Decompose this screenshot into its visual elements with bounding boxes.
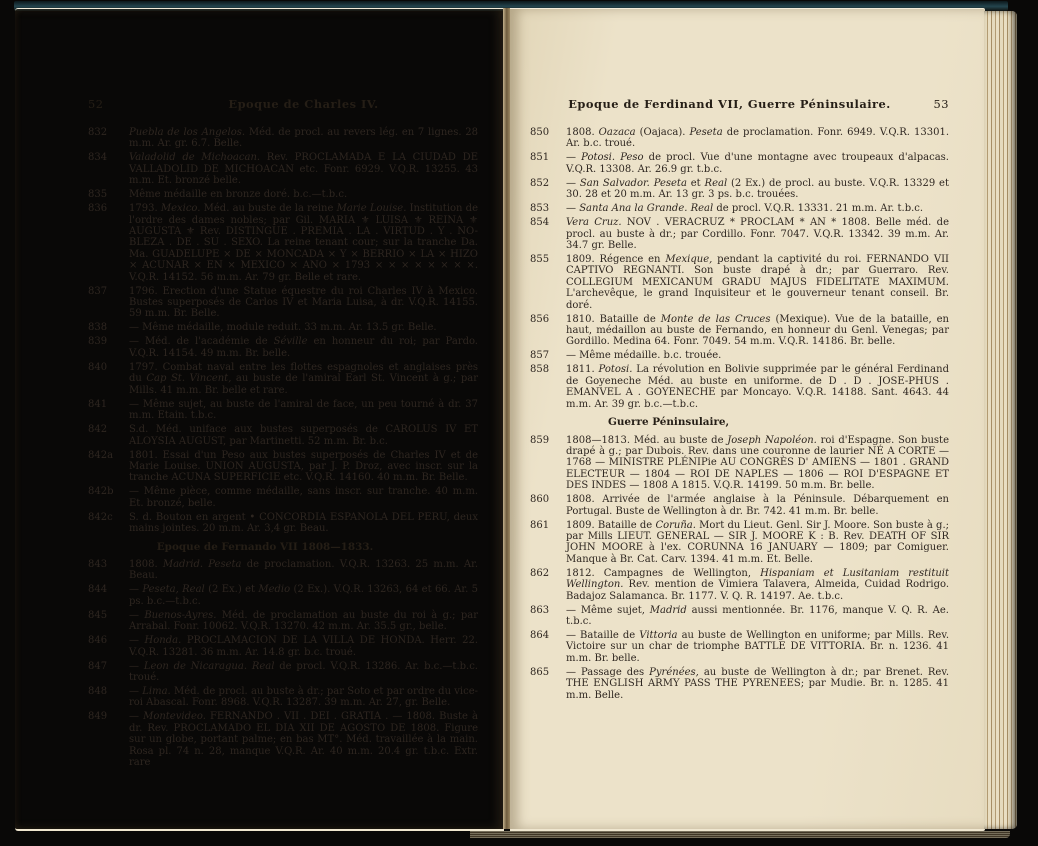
entry-text: 1797. Combat naval entre les flottes espagnoles et anglaises près du Cap St. Vincent, au buste de l'amiral Earl St. Vincent à g.; par Mills. 41 m.m. Br. belle et rare.: [129, 361, 478, 396]
entry-number: 857: [530, 350, 550, 362]
entry-number: 842b: [88, 486, 114, 498]
catalog-entry: [88, 584, 478, 607]
entry-number: 859: [530, 434, 550, 446]
entry-text: Vera Cruz. NOV . VERACRUZ * PROCLAM * AN * 1808. Belle méd. de procl. au buste à dr.; par Cordillo. Fonr. 7047. V.Q.R. 13342. 39 m.m. Ar. 34.7 gr. Belle.: [566, 217, 949, 252]
entry-text: — Même médaille. b.c. trouée.: [566, 350, 722, 362]
entry-number: 838: [88, 322, 108, 334]
catalog-entry: [88, 127, 478, 150]
entry-text: Valadolid de Michoacan. Rev. PROCLAMADA E LA CIUDAD DE VALLADOLID DE MICHOACAN etc. Fonr. 6929. V.Q.R. 13255. 43 m.m. Et. bronzé belle.: [129, 152, 478, 187]
entry-number: 865: [530, 666, 550, 678]
entry-number: 832: [88, 127, 108, 138]
entry-number: 846: [88, 635, 108, 647]
entry-text: — Santa Ana la Grande. Real de procl. V.Q.R. 13331. 21 m.m. Ar. t.b.c.: [566, 203, 924, 215]
entry-number: 842c: [88, 511, 113, 523]
entry-number: 836: [88, 203, 108, 215]
entry-text: 1808. Madrid. Peseta de proclamation. V.Q.R. 13263. 25 m.m. Ar. Beau.: [129, 558, 478, 582]
entry-number: 852: [530, 177, 550, 189]
entry-text: — Même pièce, comme médaille, sans inscr. sur tranche. 40 m.m. Et. bronzé, belle.: [129, 486, 478, 509]
entry-number: 841: [88, 398, 108, 410]
catalog-entry: [530, 630, 949, 664]
entry-number: 855: [530, 254, 550, 266]
entry-text: 1808. Arrivée de l'armée anglaise à la Péninsule. Débarquement en Portugal. Buste de Wellington à dr. Br. 742. 41 m.m. Br. belle.: [566, 494, 949, 517]
catalog-entry: [530, 364, 949, 410]
entry-text: 1808. Oazaca (Oajaca). Peseta de proclamation. Fonr. 6949. V.Q.R. 13301. Ar. b.c. troué.: [566, 127, 949, 150]
catalog-entry: [88, 711, 478, 768]
catalog-entry: [88, 322, 478, 333]
entry-number: 851: [530, 152, 550, 164]
catalog-entry: [530, 203, 949, 214]
catalog-entry: [88, 661, 478, 684]
section-heading: Guerre Péninsulaire,: [608, 416, 730, 429]
page-right-content: [530, 97, 949, 704]
catalog-entry: [88, 152, 478, 186]
entry-text: — Lima. Méd. de procl. au buste à dr.; par Soto et par ordre du vice-roi Abascal. Fonr. 8968. V.Q.R. 13287. 39 m.m. Ar. 27, gr. Belle.: [129, 685, 479, 709]
entry-number: 835: [88, 189, 108, 201]
entry-text: 1811. Potosi. La révolution en Bolivie supprimée par le général Ferdinand de Goyeneche Méd. au buste en uniforme. de D . D . JOSE-PHUS . EMANVEL A . GOYENECHE par Moncayo. V.Q.R. 14188. Sant. 4643. 44 m.m. Ar. 39 gr. b.c.—t.b.c.: [566, 364, 949, 410]
entry-text: — Même sujet, au buste de l'amiral de face, un peu tourné à dr. 37 m.m. Etain. t.b.c.: [129, 398, 478, 422]
entry-number: 860: [530, 494, 550, 506]
catalog-entry: [530, 605, 949, 628]
entry-number: 843: [88, 558, 108, 570]
catalog-entry: [88, 399, 478, 422]
entry-text: — Potosi. Peso de procl. Vue d'une montagne avec troupeaux d'alpacas. V.Q.R. 13308. Ar. 26.9 gr. t.b.c.: [566, 152, 949, 175]
entry-number: 858: [530, 364, 550, 376]
entry-text: — Même médaille, module reduit. 33 m.m. Ar. 13.5 gr. Belle.: [129, 322, 437, 334]
entry-number: 848: [88, 685, 108, 697]
page-right: [510, 8, 985, 831]
entry-number: 862: [530, 567, 550, 579]
catalog-entry: [88, 362, 478, 396]
running-header-right: Epoque de Ferdinand VII, Guerre Péninsulaire.: [568, 97, 891, 111]
entry-text: — Peseta, Real (2 Ex.) et Medio (2 Ex.). V.Q.R. 13263, 64 et 66. Ar. 5 ps. b.c.—t.b.c.: [129, 584, 478, 607]
entry-number: 845: [88, 609, 108, 621]
entry-text: Même médaille en bronze doré. b.c.—t.b.c.: [129, 189, 348, 201]
catalog-entry: [530, 520, 949, 566]
entries-right: [530, 127, 949, 701]
entry-text: S. d. Bouton en argent • CONCORDIA ESPANOLA DEL PERU, deux mains jointes. 20 m.m. Ar. 3,4 gr. Beau.: [129, 511, 478, 535]
entry-text: — Bataille de Vittoria au buste de Wellington en uniforme; par Mills. Rev. Victoire sur un char de triomphe BATTLE DE VITTORIA. Br. n. 1236. 41 m.m. Br. belle.: [566, 629, 949, 664]
entry-text: 1812. Campagnes de Wellington, Hispaniam et Lusitaniam restituit Wellington. Rev. mention de Vimiera Talavera, Almeida, Cuidad Rodrigo. Badajoz Salamanca. Br. 1177. V. Q. R. 14197. Ae. t.b.c.: [566, 567, 949, 602]
catalog-entry: [530, 314, 949, 348]
catalog-entry: [88, 686, 478, 709]
page-left-content: [88, 97, 478, 771]
entry-number: 861: [530, 519, 550, 531]
catalog-entry: [88, 559, 478, 582]
page-stack-edge: [984, 11, 1017, 829]
entry-text: 1808—1813. Méd. au buste de Joseph Napoléon. roi d'Espagne. Son buste drapé à g.; par Dubois. Rev. dans une couronne de laurier NÉ A CORTE — 1768 — MINISTRE PLÉNIPie AU CONGRÈS D' AMIENS — 1801 . GRAND ELECTEUR — 1804 — ROI DE NAPLES — 1806 — ROI D'ESPAGNE ET DES INDES — 1808 A 1815. V.Q.R. 14199. 50 m.m. Br. belle.: [566, 434, 949, 492]
catalog-entry: [88, 635, 478, 658]
entry-number: 842: [88, 424, 108, 436]
entry-text: — Buenos-Ayres. Méd. de proclamation au buste du roi à g.; par Arrabal. Fonr. 10062. V.Q.R. 13270. 42 m.m. Ar. 35.5 gr., belle.: [129, 609, 478, 633]
entry-number: 854: [530, 217, 550, 229]
entry-text: 1793. Mexico. Méd. au buste de la reine Marie Louise. Institution de l'ordre des dames nobles; par Gil. MARIA ⚜ LUISA ⚜ REINA ⚜ AUGUSTA ⚜ Rev. DISTINGUE . PREMIA . LA . VIRTUD . Y . NO-BLEZA . DE . SU . SEXO. La reine tenant cour; sur la tranche Da. Ma. GUADELUPE × DE × MONCADA × Y × BERRIO × LA × HIZO × ACUNAR × EN × MEXICO × ANO × 1793 × × × × × × × ×. V.Q.R. 14152. 56 m.m. Ar. 79 gr. Belle et rare.: [129, 203, 478, 283]
entry-text: 1810. Bataille de Monte de las Cruces (Mexique). Vue de la bataille, en haut, médaillon au buste de Fernando, en honneur du Genl. Venegas; par Gordillo. Medina 64. Fonr. 7049. 54 m.m. V.Q.R. 14186. Br. belle.: [566, 313, 949, 348]
entry-text: S.d. Méd. uniface aux bustes superposés de CAROLUS IV ET ALOYSIA AUGUST, par Martinetti. 52 m.m. Br. b.c.: [129, 424, 478, 447]
catalog-entry: [88, 203, 478, 283]
entry-text: — Honda. PROCLAMACION DE LA VILLA DE HONDA. Herr. 22. V.Q.R. 13281. 36 m.m. Ar. 14.8 gr. b.c. troué.: [129, 635, 478, 658]
page-number-right: 53: [933, 97, 949, 111]
entry-number: 847: [88, 660, 108, 672]
catalog-entry: [88, 486, 478, 509]
entry-number: 849: [88, 711, 108, 723]
entry-number: 853: [530, 203, 550, 215]
entry-text: — Méd. de l'académie de Séville en honneur du roi; par Pardo. V.Q.R. 14154. 49 m.m. Br. belle.: [129, 336, 478, 359]
entry-number: 839: [88, 336, 108, 348]
catalog-entry: [530, 494, 949, 517]
catalog-entry: [88, 424, 478, 447]
catalog-entry: [88, 512, 478, 535]
catalog-entry: [530, 435, 949, 492]
entry-text: — Leon de Nicaragua. Real de procl. V.Q.R. 13286. Ar. b.c.—t.b.c. troué.: [129, 660, 478, 683]
entry-number: 856: [530, 313, 550, 325]
catalog-entry: [88, 450, 478, 484]
catalog-entry: [530, 350, 949, 361]
catalog-entry: [530, 178, 949, 201]
running-header-left: Epoque de Charles IV.: [228, 97, 379, 111]
catalog-entry: [88, 286, 478, 320]
page-number-left: 52: [88, 97, 104, 111]
entry-text: 1809. Régence en Mexique, pendant la captivité du roi. FERNANDO VII CAPTIVO REGNANTI. Son buste drapé à dr.; par Guerraro. Rev. COLLEGIUM MEXICANUM GRADU MAJUS FIDELITATE MAXIMUM. L'archevêque, le grand Inquisiteur et le gouverneur tenant conseil. Br. doré.: [566, 254, 950, 311]
entry-text: Puebla de los Angelos. Méd. de procl. au revers lég. en 7 lignes. 28 m.m. Ar. gr. 6.7. Belle.: [129, 127, 478, 150]
entry-number: 864: [530, 629, 550, 641]
catalog-entry: [530, 254, 949, 311]
entries-left: [88, 127, 478, 768]
catalog-entry: [530, 217, 949, 251]
page-left: [15, 8, 504, 831]
entry-number: 834: [88, 152, 108, 164]
entry-number: 863: [530, 604, 550, 616]
section-heading: Epoque de Fernando VII 1808—1833.: [156, 540, 374, 553]
catalog-entry: [530, 568, 949, 602]
catalog-entry: [530, 127, 949, 150]
entry-number: 840: [88, 361, 108, 373]
page-stack-bottom-edge: [470, 831, 1010, 838]
entry-text: — Montevideo. FERNANDO . VII . DEI . GRATIA . — 1808. Buste à dr. Rev. PROCLAMADO EL DIA XII DE AGOSTO DE 1808. Figure sur un globe, portant palme; en bas MT°. Méd. travaillée à la main. Rosa pl. 74 n. 28, manque V.Q.R. Ar. 40 m.m. 20.4 gr. t.b.c. Extr. rare: [129, 711, 479, 768]
catalog-entry: [88, 610, 478, 633]
entry-number: 844: [88, 584, 108, 596]
entry-text: — San Salvador. Peseta et Real (2 Ex.) de procl. au buste. V.Q.R. 13329 et 30. 28 et 20 m.m. Ar. 13 gr. 3 ps. b.c. trouées.: [566, 177, 949, 201]
catalog-entry: [88, 189, 478, 200]
page-right-head: [530, 97, 949, 111]
entry-text: 1809. Bataille de Coruña. Mort du Lieut. Genl. Sir J. Moore. Son buste à g.; par Mills LIEUT. GENERAL — SIR J. MOORE K : B. Rev. DEATH OF SIR JOHN MOORE à l'ex. CORUNNA 16 JANUARY — 1809; par Comiguer. Manque à Br. Cat. Carv. 1394. 41 m.m. Et. Belle.: [566, 519, 950, 565]
catalog-entry: [530, 667, 949, 701]
entry-number: 837: [88, 285, 108, 297]
catalog-entry: [530, 152, 949, 175]
catalog-entry: [88, 336, 478, 359]
entry-number: 850: [530, 127, 550, 138]
entry-text: — Passage des Pyrénées, au buste de Wellington à dr.; par Brenet. Rev. THE ENGLISH ARMY PASS THE PYRENEES; par Mudie. Br. n. 1285. 41 m.m. Belle.: [566, 666, 949, 701]
page-left-head: [88, 97, 478, 111]
entry-text: 1796. Erection d'une Statue équestre du roi Charles IV à Mexico. Bustes superposés de Carlos IV et Maria Luisa, à dr. V.Q.R. 14155. 59 m.m. Br. Belle.: [129, 285, 478, 320]
entry-text: — Même sujet, Madrid aussi mentionnée. Br. 1176, manque V. Q. R. Ae. t.b.c.: [566, 604, 949, 627]
entry-number: 842a: [88, 449, 114, 461]
entry-text: 1801. Essai d'un Peso aux bustes superposés de Charles IV et de Marie Louise. UNION AUGUSTA, par J. P. Droz, avec inscr. sur la tranche ACUNA SUPERFICIE etc. V.Q.R. 14160. 40 m.m. Br. Belle.: [129, 449, 478, 484]
